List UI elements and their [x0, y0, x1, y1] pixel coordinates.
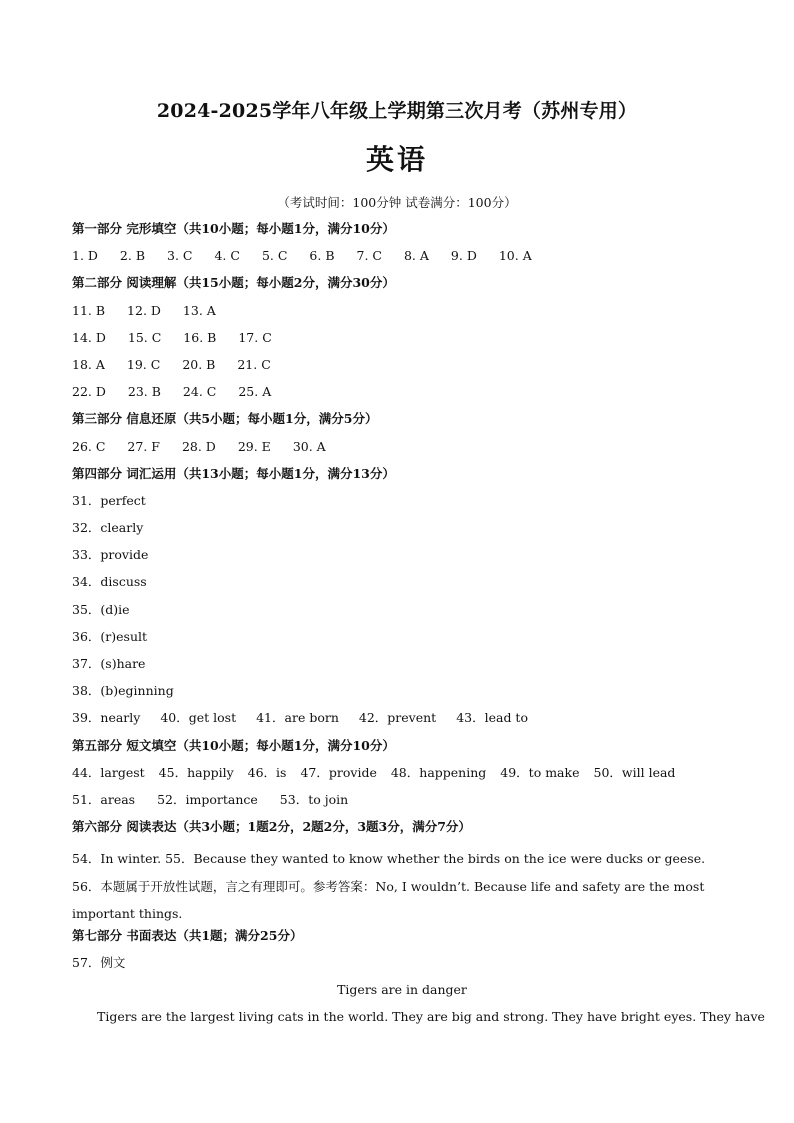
answer-item: 12. D: [127, 302, 161, 318]
subject-title: 英语: [365, 143, 428, 176]
part3-heading: 第三部分 信息还原（共5小题；每小题1分，满分5分）: [72, 411, 378, 427]
part2-heading: 第二部分 阅读理解（共15小题；每小题2分，满分30分）: [72, 275, 395, 291]
answer-item: 45．happily: [158, 764, 234, 780]
part4-answer: 31．perfect: [72, 492, 146, 508]
part4-last-row: [72, 709, 732, 736]
answer-item: 1. D: [72, 248, 98, 264]
answer-item: 13. A: [182, 302, 216, 318]
part6-heading: 第六部分 阅读表达（共3小题；1题2分，2题2分，3题3分，满分7分）: [72, 819, 471, 835]
answer-item: 44．largest: [72, 764, 145, 780]
answer-item: 14. D: [72, 329, 106, 345]
part3-answers: [72, 438, 732, 465]
answer-item: 6. B: [309, 248, 335, 264]
answer-item: 46．is: [247, 764, 287, 780]
answer-item: 27. F: [127, 438, 160, 454]
part7-heading: 第七部分 书面表达（共1题；满分25分）: [72, 927, 303, 943]
part5-heading: 第五部分 短文填空（共10小题；每小题1分，满分10分）: [72, 737, 395, 753]
part7-label: 57．例文: [72, 955, 126, 971]
part2-row: [72, 383, 732, 410]
answer-item: 5. C: [261, 248, 288, 264]
answer-item: 28. D: [181, 438, 216, 454]
answer-item: 41．are born: [256, 710, 339, 726]
answer-item: 3. C: [167, 248, 193, 264]
answer-item: 23. B: [127, 384, 161, 400]
answer-item: 18. A: [72, 356, 105, 372]
essay-first-line: Tigers are the largest living cats in the world. They are big and strong. They have bright eyes. They have: [97, 1009, 765, 1025]
answer-item: 51．areas: [72, 791, 136, 807]
answer-item: 30. A: [292, 438, 326, 454]
answer-item: 43．lead to: [456, 710, 528, 726]
document-title: 2024-2025学年八年级上学期第三次月考（苏州专用）: [156, 100, 638, 122]
answer-item: 10. A: [498, 248, 532, 264]
part4-answer: 35．(d)ie: [72, 601, 130, 617]
part4-answer: 32．clearly: [72, 520, 144, 536]
answer-item: 26. C: [72, 438, 106, 454]
part1-answers: [72, 247, 732, 274]
part1-heading: 第一部分 完形填空（共10小题；每小题1分，满分10分）: [72, 221, 395, 236]
part2-row: [72, 329, 732, 356]
part4-answer: 38．(b)eginning: [72, 683, 174, 699]
part5-row2: [72, 791, 732, 818]
answer-item: 2. B: [119, 248, 146, 264]
answer-item: 53．to join: [279, 791, 349, 807]
answer-item: 7. C: [356, 248, 382, 264]
answer-item: 21. C: [237, 356, 271, 372]
answer-item: 47．provide: [300, 764, 377, 780]
answer-item: 49．to make: [500, 764, 580, 780]
answer-item: 16. B: [183, 329, 217, 345]
part5-row1: [72, 764, 732, 791]
part2-row: [72, 302, 732, 329]
answer-item: 48．happening: [390, 764, 487, 780]
answer-item: 4. C: [214, 248, 240, 264]
answer-item: 29. E: [237, 438, 271, 454]
answer-item: 22. D: [72, 384, 106, 400]
part4-heading: 第四部分 词汇运用（共13小题；每小题1分，满分13分）: [72, 465, 395, 481]
part6-answers: 54．In winter. 55．Because they wanted to know whether the birds on the ice were ducks or geese. 56．本题属于开放性试题，言之有理即可。参考答案：No, I wouldn’t. Because life and safety are the most important things.: [72, 851, 706, 921]
answer-item: 9. D: [450, 248, 477, 264]
answer-item: 40．get lost: [160, 710, 237, 726]
essay-title: Tigers are in danger: [337, 982, 467, 998]
answer-content: [72, 220, 765, 1036]
answer-item: 20. B: [182, 356, 216, 372]
answer-item: 17. C: [238, 329, 272, 345]
answer-item: 50．will lead: [593, 764, 676, 780]
answer-item: 25. A: [238, 384, 272, 400]
answer-item: 19. C: [126, 356, 161, 372]
exam-info: （考试时间：100分钟 试卷满分：100分）: [277, 195, 517, 210]
answer-item: 39．nearly: [72, 710, 141, 726]
answer-item: 24. C: [182, 384, 217, 400]
answer-item: 42．prevent: [358, 710, 437, 726]
part4-answer: 37．(s)hare: [72, 656, 146, 671]
answer-item: 8. A: [403, 248, 429, 264]
part2-row: [72, 356, 732, 383]
answer-item: 15. C: [127, 329, 162, 345]
answer-item: 52．importance: [157, 791, 258, 807]
part4-answer: 33．provide: [72, 547, 149, 563]
answer-item: 11. B: [72, 302, 106, 318]
part4-answer: 36．(r)esult: [72, 628, 148, 644]
part4-answer: 34．discuss: [72, 574, 147, 590]
